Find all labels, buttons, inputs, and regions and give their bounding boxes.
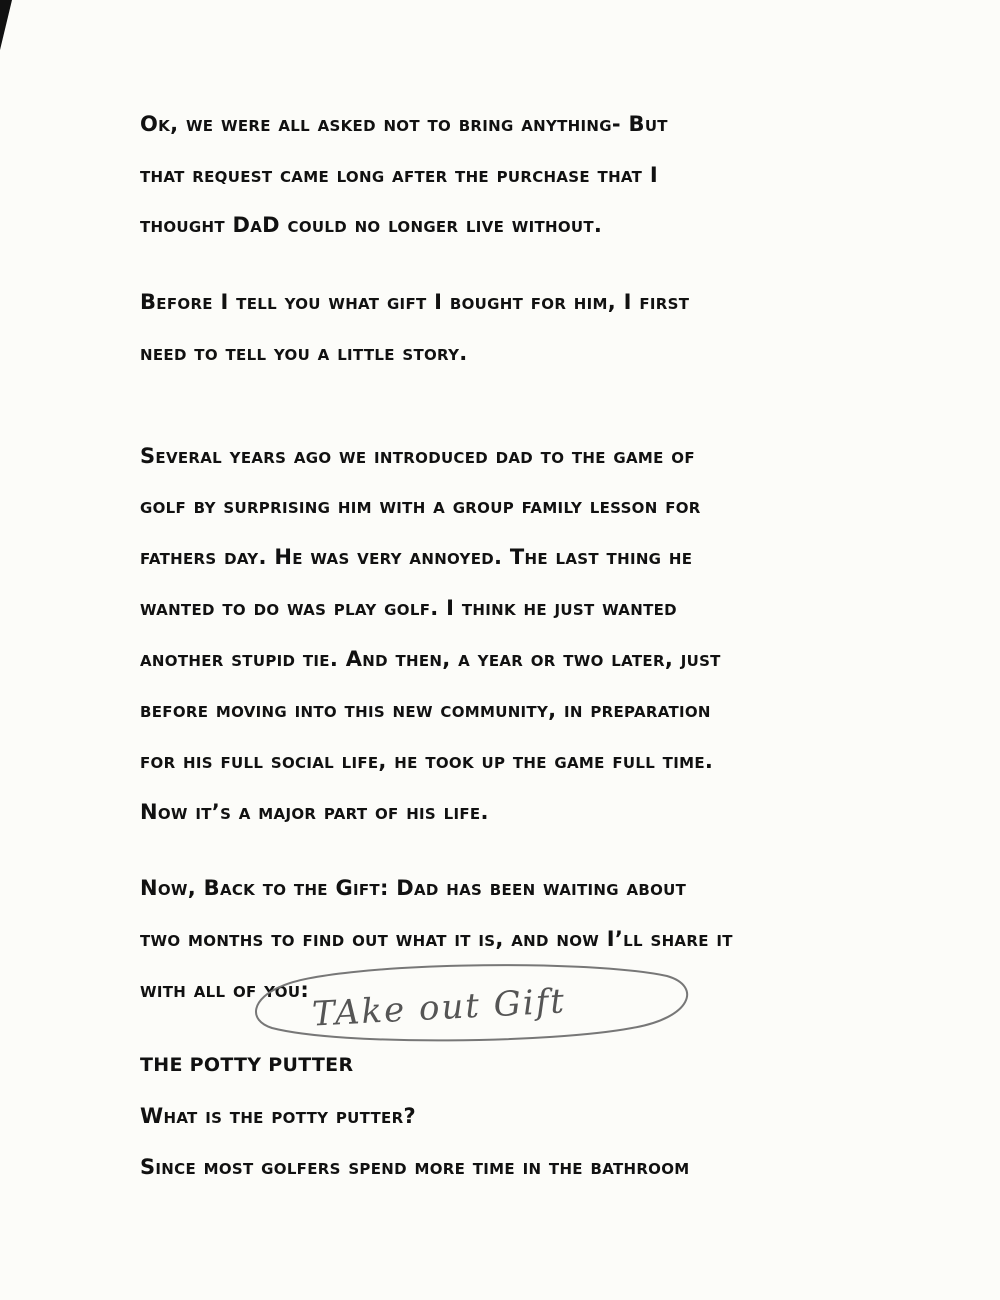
- text-line: fathers day. He was very annoyed. The last thing he: [140, 545, 693, 569]
- text-line: two months to find out what it is, and now I’ll share it: [140, 927, 733, 951]
- text-line: Several years ago we introduced dad to the game of: [140, 444, 695, 468]
- text-line: for his full social life, he took up the game full time.: [140, 749, 714, 773]
- text-line: Now, Back to the Gift: Dad has been waiting about: [140, 876, 687, 900]
- text-line: with all of you:: [140, 978, 310, 1002]
- text-line: that request came long after the purchase that I: [140, 163, 658, 187]
- text-line: Now it’s a major part of his life.: [140, 800, 489, 824]
- text-line: THE POTTY PUTTER: [140, 1054, 354, 1076]
- text-line: thought DaD could no longer live without.: [140, 213, 603, 237]
- annotation-text: TAke out Gift: [311, 981, 567, 1035]
- text-line: before moving into this new community, in preparation: [140, 698, 711, 722]
- text-line: Before I tell you what gift I bought for him, I first: [140, 290, 690, 314]
- text-line: Since most golfers spend more time in the bathroom: [140, 1155, 690, 1179]
- text-line: golf by surprising him with a group family lesson for: [140, 494, 701, 518]
- scan-corner-mark: [0, 0, 12, 50]
- text-line: another stupid tie. And then, a year or two later, just: [140, 647, 721, 671]
- text-line: need to tell you a little story.: [140, 341, 468, 365]
- handwritten-annotation: [252, 958, 692, 1048]
- text-line: wanted to do was play golf. I think he just wanted: [140, 596, 677, 620]
- text-line: What is the potty putter?: [140, 1104, 416, 1128]
- text-line: Ok, we were all asked not to bring anything- But: [140, 112, 668, 136]
